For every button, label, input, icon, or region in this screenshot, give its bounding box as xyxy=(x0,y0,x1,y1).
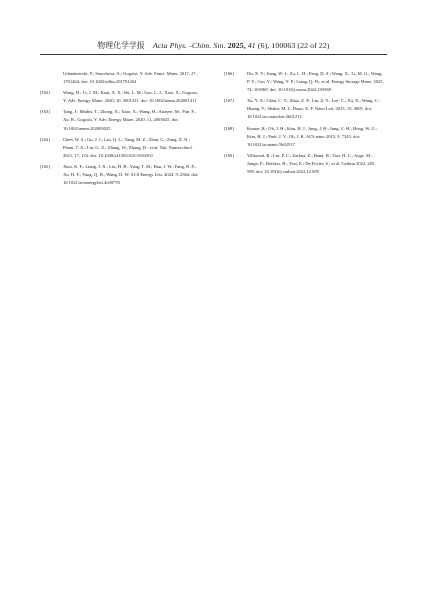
reference-item xyxy=(224,152,384,176)
reference-item xyxy=(40,163,200,187)
reference-item xyxy=(40,108,200,132)
reference-text: Xiao, K. F.; Liang, J. X.; Liu, H. B.; Yang, T. M.; Han, J. W.; Fang, R. P.; Xu, H. Y.; Yang, Q. H.; Wang, D. W. ACS Energy Lett. 2024, 9, 2564. doi: 10.1021/acsenergylett.4c00770 xyxy=(63,163,199,186)
reference-text: Xu, Y. X.; Chen, C. Y.; Zhao, Z. P.; Lin, Z. Y.; Lee, C.; Xu, X.; Wang, C.; Huang, Y.; Shakir, M. I.; Duan, X. F. Nano Lett. 2015, 15, 4605. doi: 10.1021/acs.nanolett.5b01212 xyxy=(247,98,381,120)
reference-text: Kumar, R.; Oh, J. H.; Kim, H. J.; Jung, J. H.; Jung, C. H.; Hong, W. G.; Kim, H. J.; Park, J. Y.; Oh, I. K. ACS nano 2015, 9, 7343. doi: 10.1021/acsnano.5b02537 xyxy=(247,125,378,147)
reference-item xyxy=(224,97,384,121)
reference-item xyxy=(40,136,200,160)
reference-text: Villarreal, R.; Lin, P. C.; Zarkua, Z.; Bana, H.; Tsai, H. C.; Auge, M.; Junge, F.; Hofsäss, H.; Tosi, E.; De Feyter, S.; et al. Carbon 2023, 205, 590. doi: 10.1016/j.carbon.2022.12.005 xyxy=(247,152,376,175)
journal-name: Acta Phys. -Chim. Sin. xyxy=(152,41,226,50)
reference-number: [166] xyxy=(224,71,234,76)
issue-pages: (6), 100063 (22 of 22) xyxy=(257,41,330,50)
reference-text: Wang, H.; Li, J. M.; Kuai, X. X.; Bu, L. M.; Gao, L. J.; Xiao, X.; Gogotsi, Y. Adv. Energy Mater. 2020, 10, 2001411. doi: 10.1002/aenm.202001411 xyxy=(63,90,198,104)
reference-text: Urbankowski, P.; Sarycheva, A.; Gogotsi, Y. Adv. Funct. Mater. 2017, 27, 1701264. doi: 10.1002/adfm.201701264 xyxy=(63,71,197,85)
reference-number: [164] xyxy=(40,136,50,142)
references-left-column xyxy=(40,70,200,190)
running-header xyxy=(0,40,427,51)
references-right-column xyxy=(224,70,384,179)
reference-number: [167] xyxy=(224,98,234,104)
reference-number: [168] xyxy=(224,125,234,131)
reference-number: [169] xyxy=(224,152,234,158)
reference-text: Tang, J.; Mathis, T.; Zhong, X.; Xiao, X.; Wang, H.; Anayee, M.; Pan, F.; Xu, B.; Gogotsi, Y. Adv. Energy Mater. 2020, 11, 2003025. doi: 10.1002/aenm.202003025 xyxy=(63,109,196,131)
journal-volume: 41 xyxy=(247,41,256,50)
journal-year: 2025, xyxy=(227,41,246,50)
reference-number: [165] xyxy=(40,163,50,169)
reference-text: Chen, W. S.; Gu, J. J.; Liu, Q. L.; Yang, M. Z.; Zhan, C.; Zang, X. N.; Pham, T. A.; Liu, G. X.; Zhang, W.; Zhang, D.; et al. Nat. Nanotechnol. 2021, 17, 153. doi: 10.1038/s41565-021-01020-0 xyxy=(63,136,193,158)
reference-number: [163] xyxy=(40,109,50,115)
reference-item xyxy=(224,125,384,149)
journal-cn-title: 物理化学学报 xyxy=(97,41,145,50)
header-rule xyxy=(40,54,387,55)
reference-item xyxy=(224,70,384,94)
reference-item xyxy=(40,89,200,105)
reference-item xyxy=(40,70,200,86)
reference-text: Du, X. Y.; Jiang, W. J.; Zu, L. H.; Feng, D. S.; Wang, X.; Li, M. G.; Wang, P. Y.; Cao, Y.; Wang, Y. F.; Liang, Q. H.; et al. Energy Storage Mater. 2025, 74, 103969. doi: 10.1016/j.ensm.2024.103969 xyxy=(247,71,384,93)
reference-number: [162] xyxy=(40,90,50,96)
